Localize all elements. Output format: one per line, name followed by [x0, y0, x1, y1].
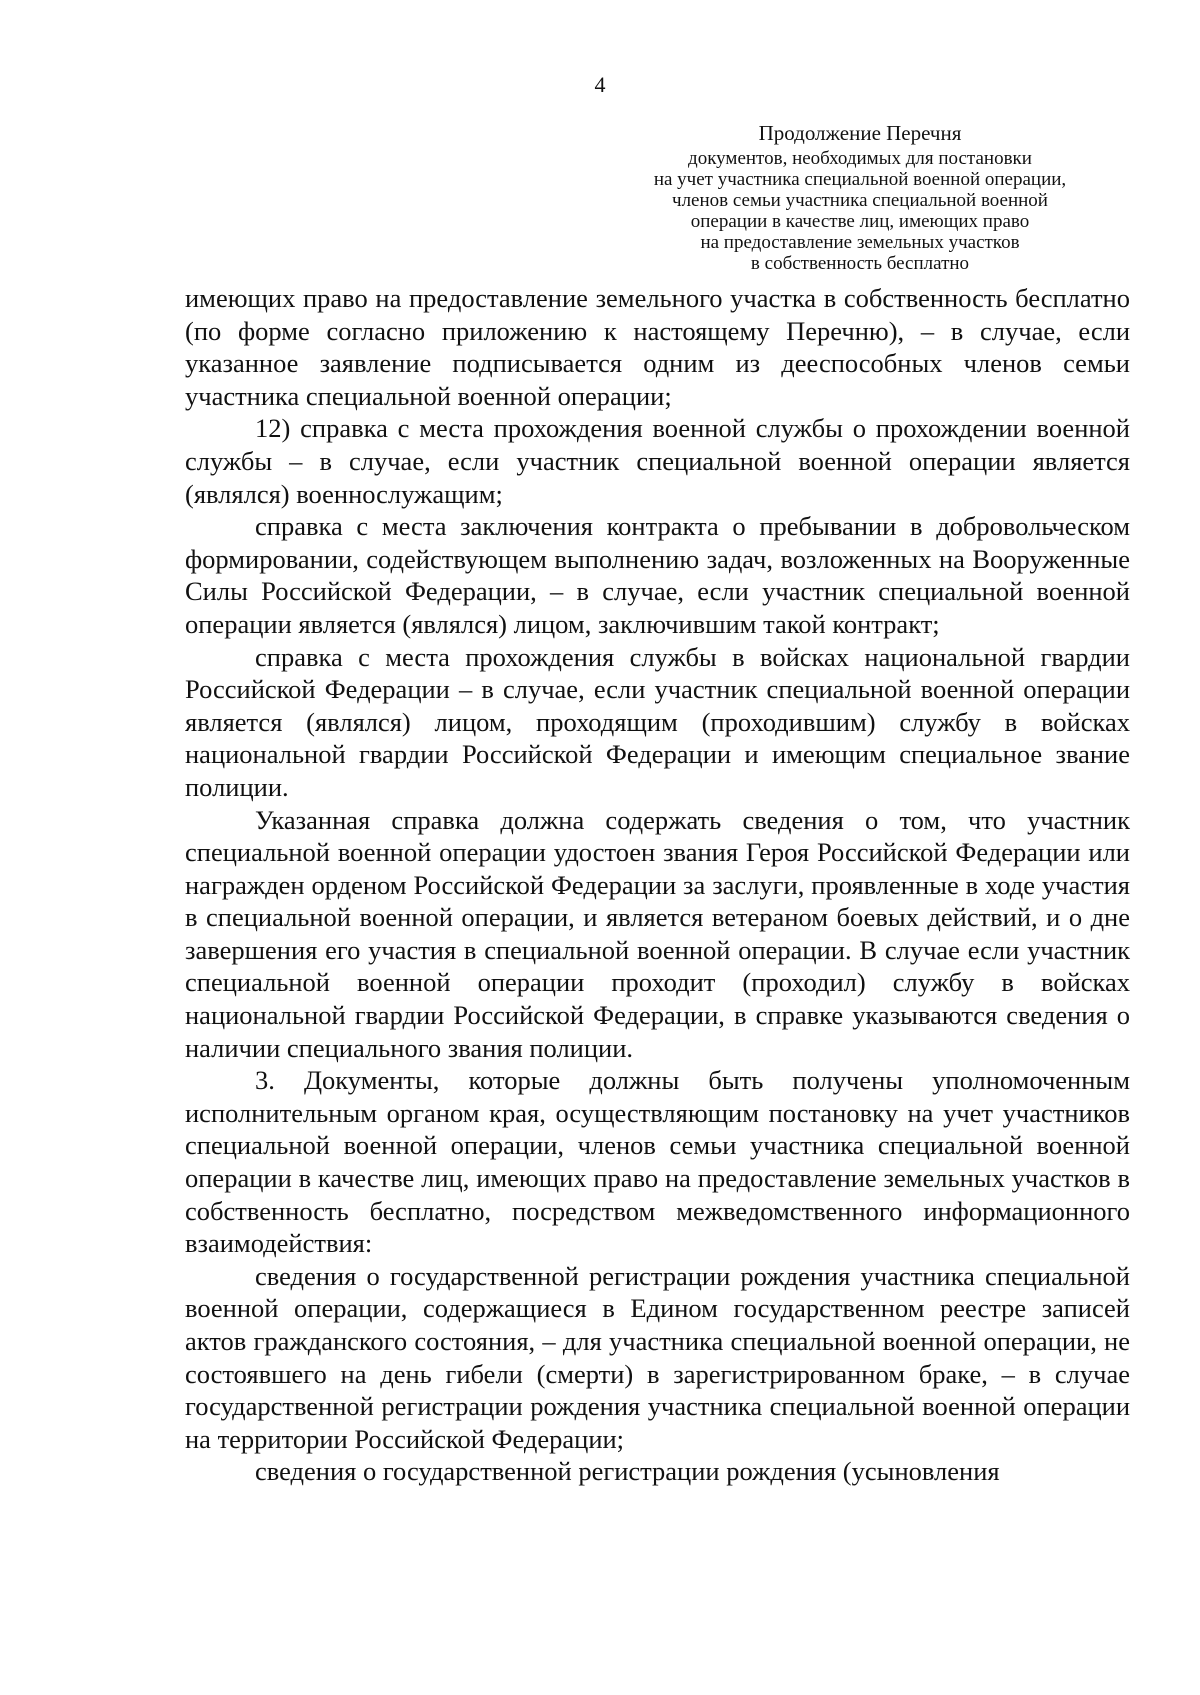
header-subtitle: [600, 148, 1120, 274]
document-header: [600, 120, 1120, 274]
paragraph: 3. Документы, которые должны быть получены уполномоченным исполнительным органом края, осуществляющим постановку на учет участников специальной военной операции, членов семьи участника специальной военной операции в качестве лиц, имеющих право на предоставление земельных участков в собственность бесплатно, посредством межведомственного информационного взаимодействия:: [185, 1065, 1130, 1259]
header-line: членов семьи участника специальной военной: [672, 190, 1048, 211]
header-line: на учет участника специальной военной операции,: [653, 169, 1067, 190]
paragraph: 12) справка с места прохождения военной службы о прохождении военной службы – в случае, если участник специальной военной операции является (являлся) военнослужащим;: [185, 413, 1130, 509]
header-line: документов, необходимых для постановки: [688, 148, 1032, 169]
paragraph: сведения о государственной регистрации рождения (усыновления: [255, 1456, 1000, 1487]
header-line: в собственность бесплатно: [750, 253, 970, 274]
paragraph: Указанная справка должна содержать сведения о том, что участник специальной военной операции удостоен звания Героя Российской Федерации или награжден орденом Российской Федерации за заслуги, проявленные в ходе участия в специальной военной операции, и является ветераном боевых действий, и о дне завершения его участия в специальной военной операции. В случае если участник специальной военной операции проходит (проходил) службу в войсках национальной гвардии Российской Федерации, в справке указываются сведения о наличии специального звания полиции.: [185, 804, 1130, 1063]
document-body: [185, 282, 1130, 1488]
header-line: на предоставление земельных участков: [700, 232, 1020, 253]
paragraph: имеющих право на предоставление земельного участка в собственность бесплатно (по форме согласно приложению к настоящему Перечню), – в случае, если указанное заявление подписывается одним из дееспособных членов семьи участника специальной военной операции;: [185, 283, 1130, 411]
header-title: Продолжение Перечня: [758, 121, 962, 145]
paragraph: сведения о государственной регистрации рождения участника специальной военной операции, содержащиеся в Едином государственном реестре записей актов гражданского состояния, – для участника специальной военной операции, не состоявшего на день гибели (смерти) в зарегистрированном браке, – в случае государственной регистрации рождения участника специальной военной операции на территории Российской Федерации;: [185, 1260, 1130, 1454]
page-number: 4: [594, 72, 606, 97]
paragraph: справка с места прохождения службы в войсках национальной гвардии Российской Федерации – в случае, если участник специальной военной операции является (являлся) лицом, проходящим (проходившим) службу в войсках национальной гвардии Российской Федерации и имеющим специальное звание полиции.: [185, 641, 1130, 802]
paragraph: справка с места заключения контракта о пребывании в добровольческом формировании, содействующем выполнению задач, возложенных на Вооруженные Силы Российской Федерации, – в случае, если участник специальной военной операции является (являлся) лицом, заключившим такой контракт;: [185, 511, 1130, 639]
header-line: операции в качестве лиц, имеющих право: [690, 211, 1030, 232]
